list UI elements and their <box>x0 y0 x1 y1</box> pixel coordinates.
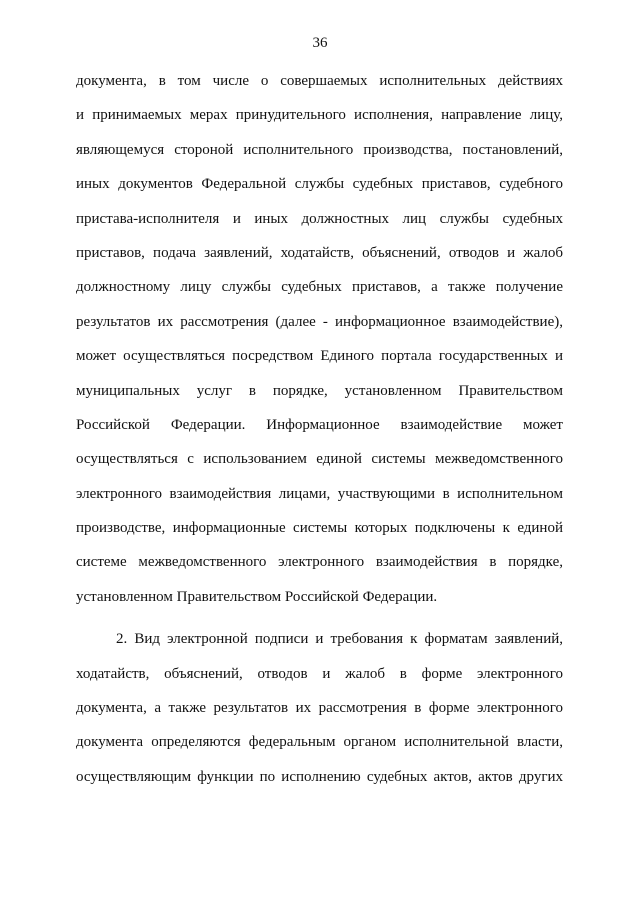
text-line: и принимаемых мерах принудительного исполнения, направление лицу, <box>76 107 563 124</box>
text-line: должностному лицу службы судебных приставов, а также получение <box>76 279 563 296</box>
text-line: Российской Федерации. Информационное взаимодействие может <box>76 416 563 433</box>
text-line: производстве, информационные системы которых подключены к единой <box>76 520 563 537</box>
text-line: пристава-исполнителя и иных должностных лиц службы судебных <box>76 210 563 227</box>
text-line: иных документов Федеральной службы судебных приставов, судебного <box>76 176 563 193</box>
text-line: муниципальных услуг в порядке, установленном Правительством <box>76 382 563 399</box>
text-line: документа определяются федеральным органом исполнительной власти, <box>76 734 563 751</box>
paragraph-1 <box>76 64 563 614</box>
page-number: 36 <box>312 35 328 51</box>
paragraph-2 <box>76 622 563 794</box>
text-line: приставов, подача заявлений, ходатайств, объяснений, отводов и жалоб <box>76 244 563 261</box>
text-line: системе межведомственного электронного взаимодействия в порядке, <box>76 554 563 571</box>
document-body <box>76 64 563 794</box>
text-line: электронного взаимодействия лицами, участвующими в исполнительном <box>76 485 563 502</box>
text-line: являющемуся стороной исполнительного производства, постановлений, <box>76 141 563 158</box>
text-line: установленном Правительством Российской Федерации. <box>76 588 438 605</box>
text-line: может осуществляться посредством Единого портала государственных и <box>76 348 563 365</box>
text-line: осуществляющим функции по исполнению судебных актов, актов других <box>76 768 563 785</box>
paragraph-gap <box>76 614 563 622</box>
text-line: документа, а также результатов их рассмотрения в форме электронного <box>76 700 563 717</box>
text-line: 2. Вид электронной подписи и требования к форматам заявлений, <box>116 631 563 648</box>
text-line: документа, в том числе о совершаемых исполнительных действиях <box>76 73 563 89</box>
text-line: осуществляться с использованием единой системы межведомственного <box>76 451 563 468</box>
text-line: ходатайств, объяснений, отводов и жалоб в форме электронного <box>76 665 563 682</box>
text-line: результатов их рассмотрения (далее - информационное взаимодействие), <box>76 313 563 330</box>
